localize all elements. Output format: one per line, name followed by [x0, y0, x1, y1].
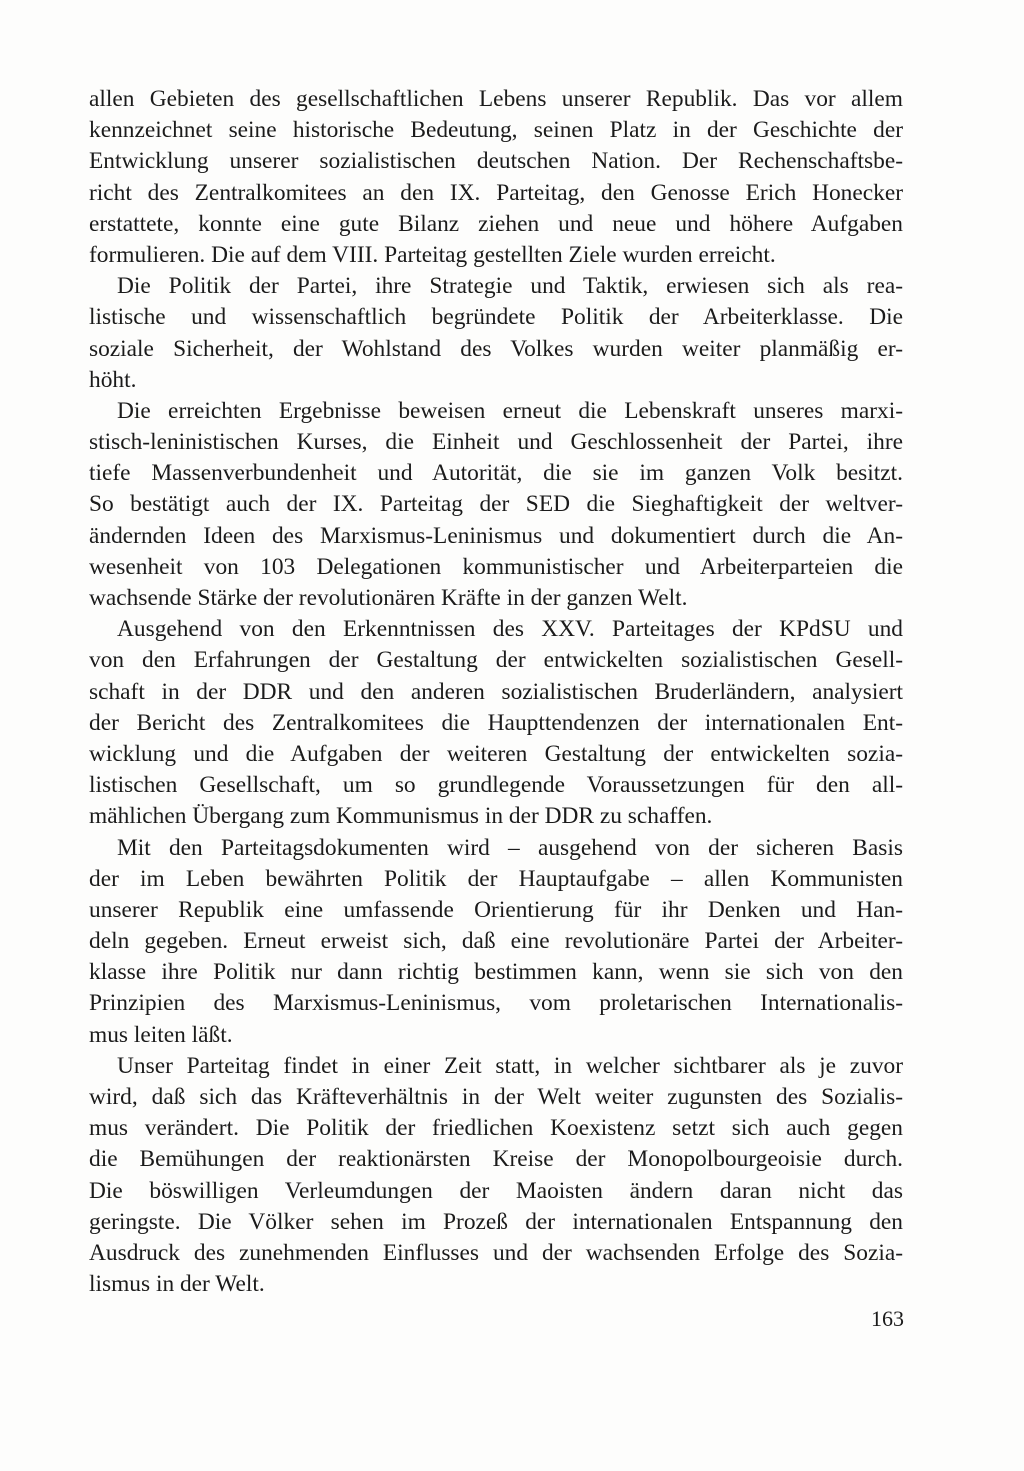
paragraph [89, 396, 903, 614]
text-line: So bestätigt auch der IX. Parteitag der SED die Sieghaftigkeit der weltver- [89, 491, 903, 518]
text-line: mus leiten läßt. [89, 1021, 233, 1048]
text-line: der im Leben bewährten Politik der Hauptaufgabe – allen Kommunisten [89, 865, 903, 892]
text-line: höht. [89, 366, 137, 393]
text-line: Die erreichten Ergebnisse beweisen erneut die Lebenskraft unseres marxi- [117, 397, 903, 424]
page-number: 163 [871, 1306, 904, 1331]
text-line: Die Politik der Partei, ihre Strategie und Taktik, erwiesen sich als rea- [117, 273, 903, 300]
text-line: allen Gebieten des gesellschaftlichen Lebens unserer Republik. Das vor allem [89, 86, 903, 112]
text-line: Unser Parteitag findet in einer Zeit statt, in welcher sichtbarer als je zuvor [117, 1052, 903, 1079]
text-line: Prinzipien des Marxismus-Leninismus, vom proletarischen Internationalis- [89, 990, 903, 1017]
text-line: Die böswilligen Verleumdungen der Maoisten ändern daran nicht das [89, 1177, 903, 1204]
text-line: richt des Zentralkomitees an den IX. Parteitag, den Genosse Erich Honecker [89, 179, 903, 206]
text-line: listische und wissenschaftlich begründete Politik der Arbeiterklasse. Die [89, 304, 903, 331]
text-line: Ausgehend von den Erkenntnissen des XXV. Parteitages der KPdSU und [117, 616, 903, 643]
paragraph [89, 614, 903, 832]
text-line: Mit den Parteitagsdokumenten wird – ausgehend von der sicheren Basis [117, 834, 903, 861]
paragraph [89, 271, 903, 396]
text-line: mählichen Übergang zum Kommunismus in der DDR zu schaffen. [89, 803, 713, 830]
text-line: geringste. Die Völker sehen im Prozeß der internationalen Entspannung den [89, 1208, 903, 1235]
text-line: Ausdruck des zunehmenden Einflusses und der wachsenden Erfolge des Sozia- [89, 1239, 903, 1266]
text-line: kennzeichnet seine historische Bedeutung, seinen Platz in der Geschichte der [89, 117, 903, 144]
text-line: klasse ihre Politik nur dann richtig bestimmen kann, wenn sie sich von den [89, 959, 903, 986]
text-line: wird, daß sich das Kräfteverhältnis in der Welt weiter zugunsten des Sozialis- [89, 1084, 903, 1110]
paragraph [89, 1051, 903, 1301]
text-line: formulieren. Die auf dem VIII. Parteitag gestellten Ziele wurden erreicht. [89, 241, 776, 268]
text-line: lismus in der Welt. [89, 1271, 265, 1298]
text-line: unserer Republik eine umfassende Orientierung für ihr Denken und Han- [89, 896, 903, 923]
text-line: wachsende Stärke der revolutionären Kräfte in der ganzen Welt. [89, 585, 688, 611]
text-line: soziale Sicherheit, der Wohlstand des Volkes wurden weiter planmäßig er- [89, 335, 903, 362]
text-line: listischen Gesellschaft, um so grundlegende Voraussetzungen für den all- [89, 772, 903, 799]
text-line: schaft in der DDR und den anderen sozialistischen Bruderländern, analysiert [89, 678, 903, 705]
paragraph [89, 84, 903, 271]
text-line: von den Erfahrungen der Gestaltung der entwickelten sozialistischen Gesell- [89, 647, 903, 674]
text-line: wesenheit von 103 Delegationen kommunistischer und Arbeiterparteien die [89, 553, 903, 580]
text-line: Entwicklung unserer sozialistischen deutschen Nation. Der Rechenschaftsbe- [89, 148, 903, 175]
text-line: erstattete, konnte eine gute Bilanz ziehen und neue und höhere Aufgaben [89, 210, 903, 237]
text-line: deln gegeben. Erneut erweist sich, daß eine revolutionäre Partei der Arbeiter- [89, 928, 903, 955]
body-text [89, 84, 903, 1300]
text-line: die Bemühungen der reaktionärsten Kreise der Monopolbourgeoisie durch. [89, 1146, 903, 1173]
paragraph [89, 833, 903, 1051]
text-line: stisch-leninistischen Kurses, die Einheit und Geschlossenheit der Partei, ihre [89, 429, 903, 456]
text-line: mus verändert. Die Politik der friedlichen Koexistenz setzt sich auch gegen [89, 1115, 903, 1142]
text-line: der Bericht des Zentralkomitees die Haupttendenzen der internationalen Ent- [89, 709, 903, 736]
text-line: wicklung und die Aufgaben der weiteren Gestaltung der entwickelten sozia- [89, 740, 903, 767]
text-line: tiefe Massenverbundenheit und Autorität, die sie im ganzen Volk besitzt. [89, 460, 903, 487]
text-line: ändernden Ideen des Marxismus-Leninismus und dokumentiert durch die An- [89, 522, 903, 549]
